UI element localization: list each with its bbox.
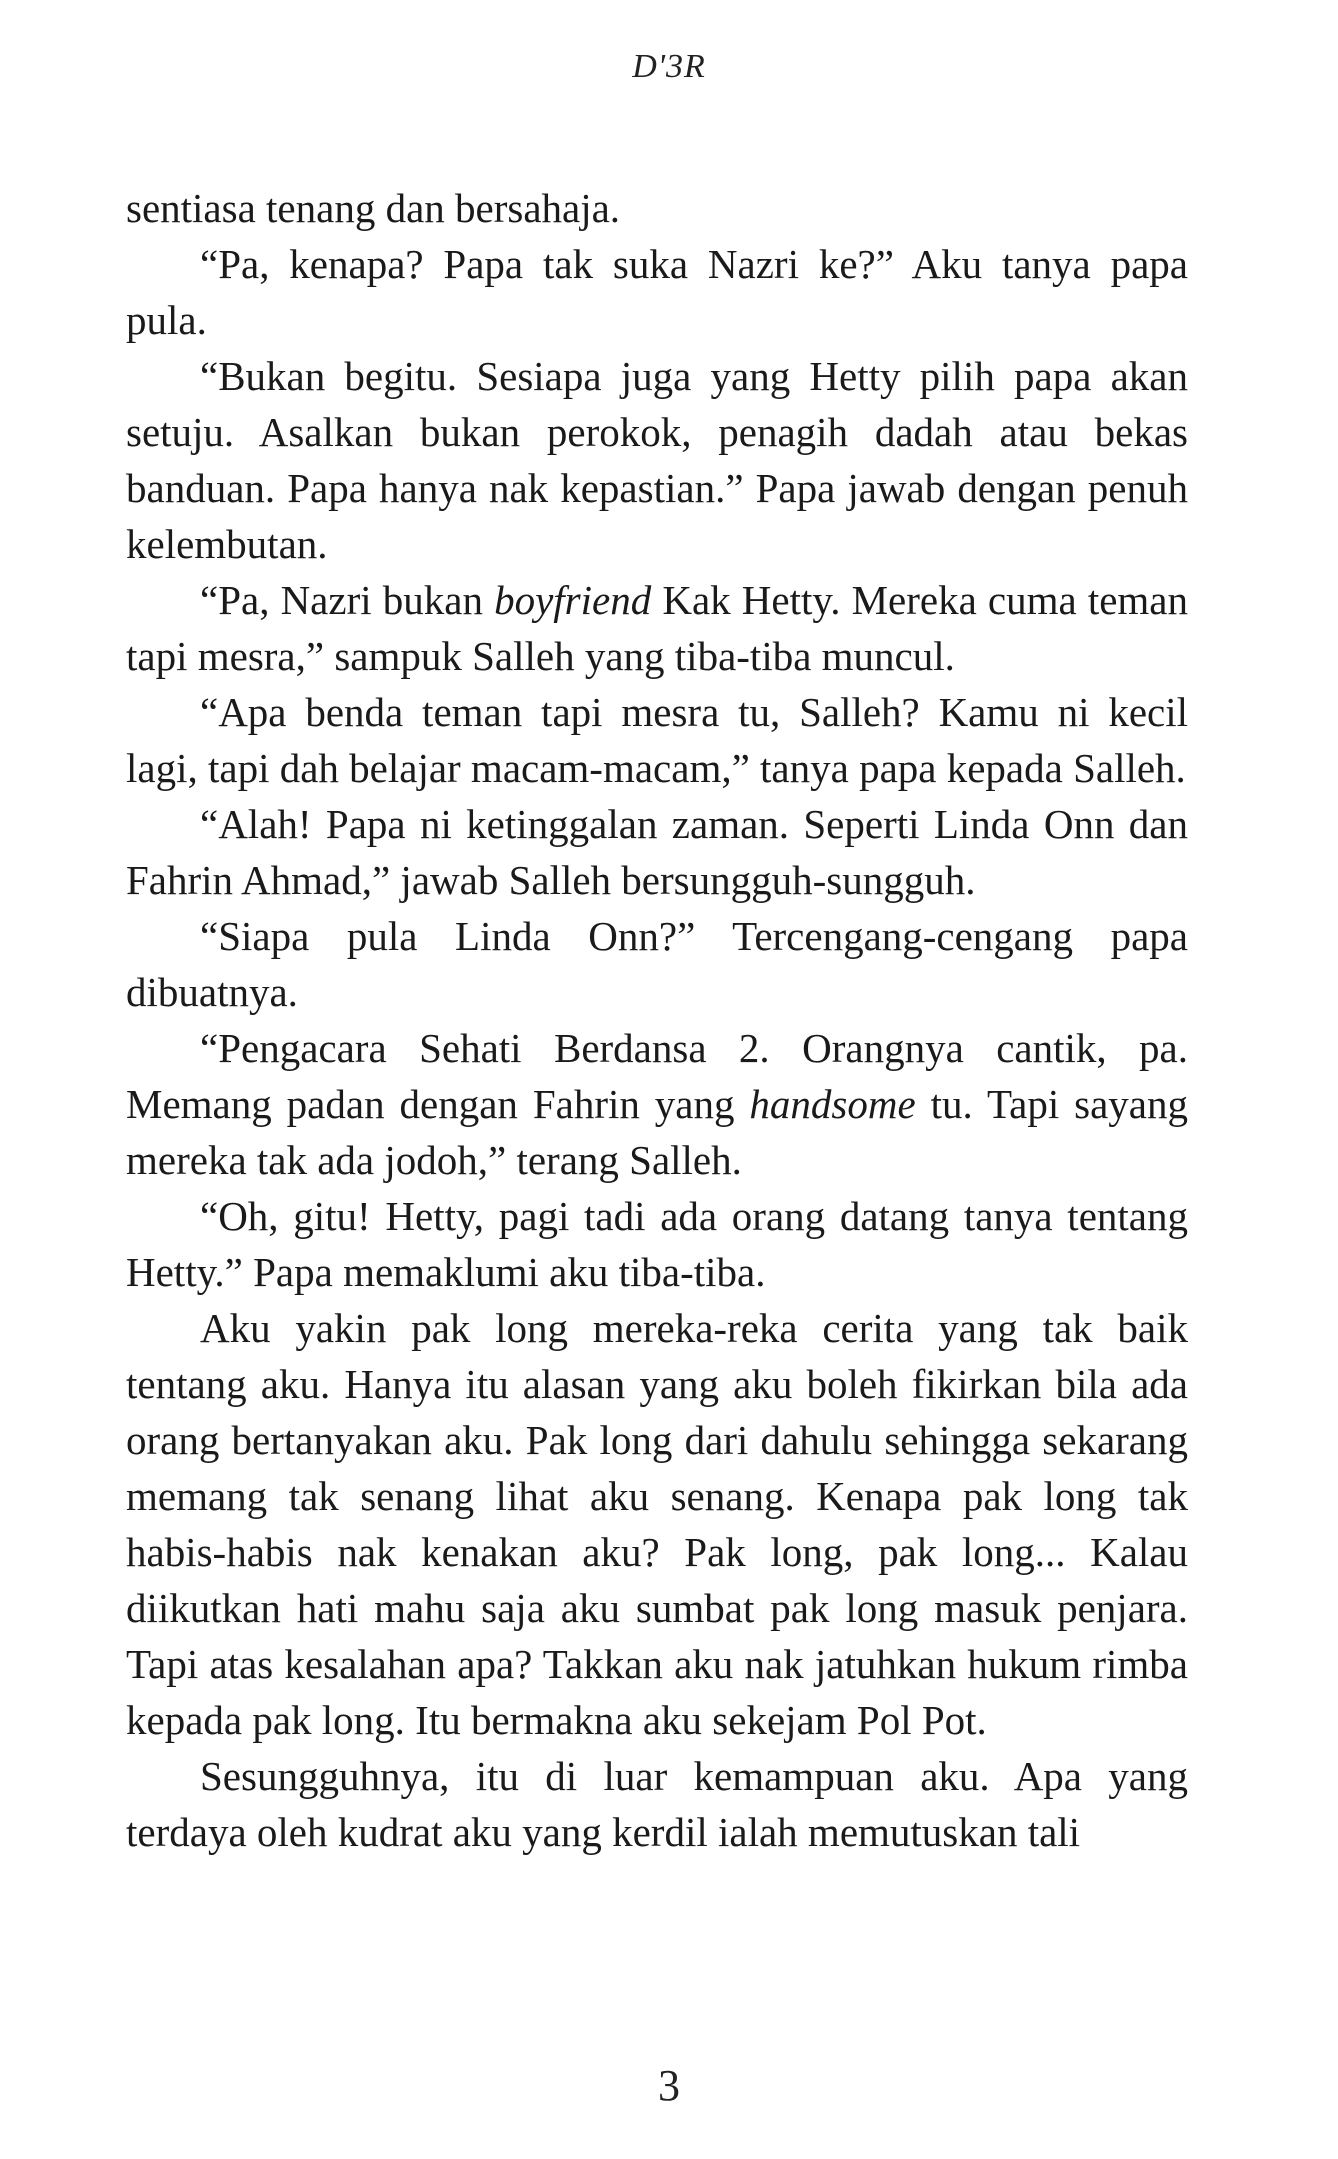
running-header: D'3R xyxy=(632,48,706,85)
italic-word: handsome xyxy=(749,1081,916,1127)
paragraph: “Apa benda teman tapi mesra tu, Salleh? Kamu ni kecil lagi, tapi dah belajar macam-macam,” tanya papa kepada Salleh. xyxy=(126,689,1188,791)
paragraph: “Pa, kenapa? Papa tak suka Nazri ke?” Aku tanya papa pula. xyxy=(126,241,1188,343)
paragraph: “Pengacara Sehati Berdansa 2. Orangnya cantik, pa. Memang padan dengan Fahrin yang handsome tu. Tapi sayang mereka tak ada jodoh,” terang Salleh. xyxy=(126,1025,1188,1183)
paragraph: “Oh, gitu! Hetty, pagi tadi ada orang datang tanya tentang Hetty.” Papa memaklumi aku tiba-tiba. xyxy=(126,1193,1188,1295)
paragraph: “Pa, Nazri bukan boyfriend Kak Hetty. Mereka cuma teman tapi mesra,” sampuk Salleh yang tiba-tiba muncul. xyxy=(126,577,1188,679)
page-number: 3 xyxy=(658,2061,680,2110)
body-text xyxy=(126,180,1188,1860)
paragraph: “Siapa pula Linda Onn?” Tercengang-cengang papa dibuatnya. xyxy=(126,913,1188,1015)
italic-word: boyfriend xyxy=(494,577,652,623)
paragraph: “Bukan begitu. Sesiapa juga yang Hetty pilih papa akan setuju. Asalkan bukan perokok, penagih dadah atau bekas banduan. Papa hanya nak kepastian.” Papa jawab dengan penuh kelembutan. xyxy=(126,353,1188,567)
paragraph: “Alah! Papa ni ketinggalan zaman. Seperti Linda Onn dan Fahrin Ahmad,” jawab Salleh bersungguh-sungguh. xyxy=(126,801,1188,903)
paragraph: sentiasa tenang dan bersahaja. xyxy=(126,185,621,231)
paragraph: Aku yakin pak long mereka-reka cerita yang tak baik tentang aku. Hanya itu alasan yang aku boleh fikirkan bila ada orang bertanyakan aku. Pak long dari dahulu sehingga sekarang memang tak senang lihat aku senang. Kenapa pak long tak habis-habis nak kenakan aku? Pak long, pak long... Kalau diikutkan hati mahu saja aku sumbat pak long masuk penjara. Tapi atas kesalahan apa? Takkan aku nak jatuhkan hukum rimba kepada pak long. Itu bermakna aku sekejam Pol Pot. xyxy=(126,1305,1188,1743)
paragraph: Sesungguhnya, itu di luar kemampuan aku. Apa yang terdaya oleh kudrat aku yang kerdil ialah memutuskan tali xyxy=(126,1753,1188,1855)
